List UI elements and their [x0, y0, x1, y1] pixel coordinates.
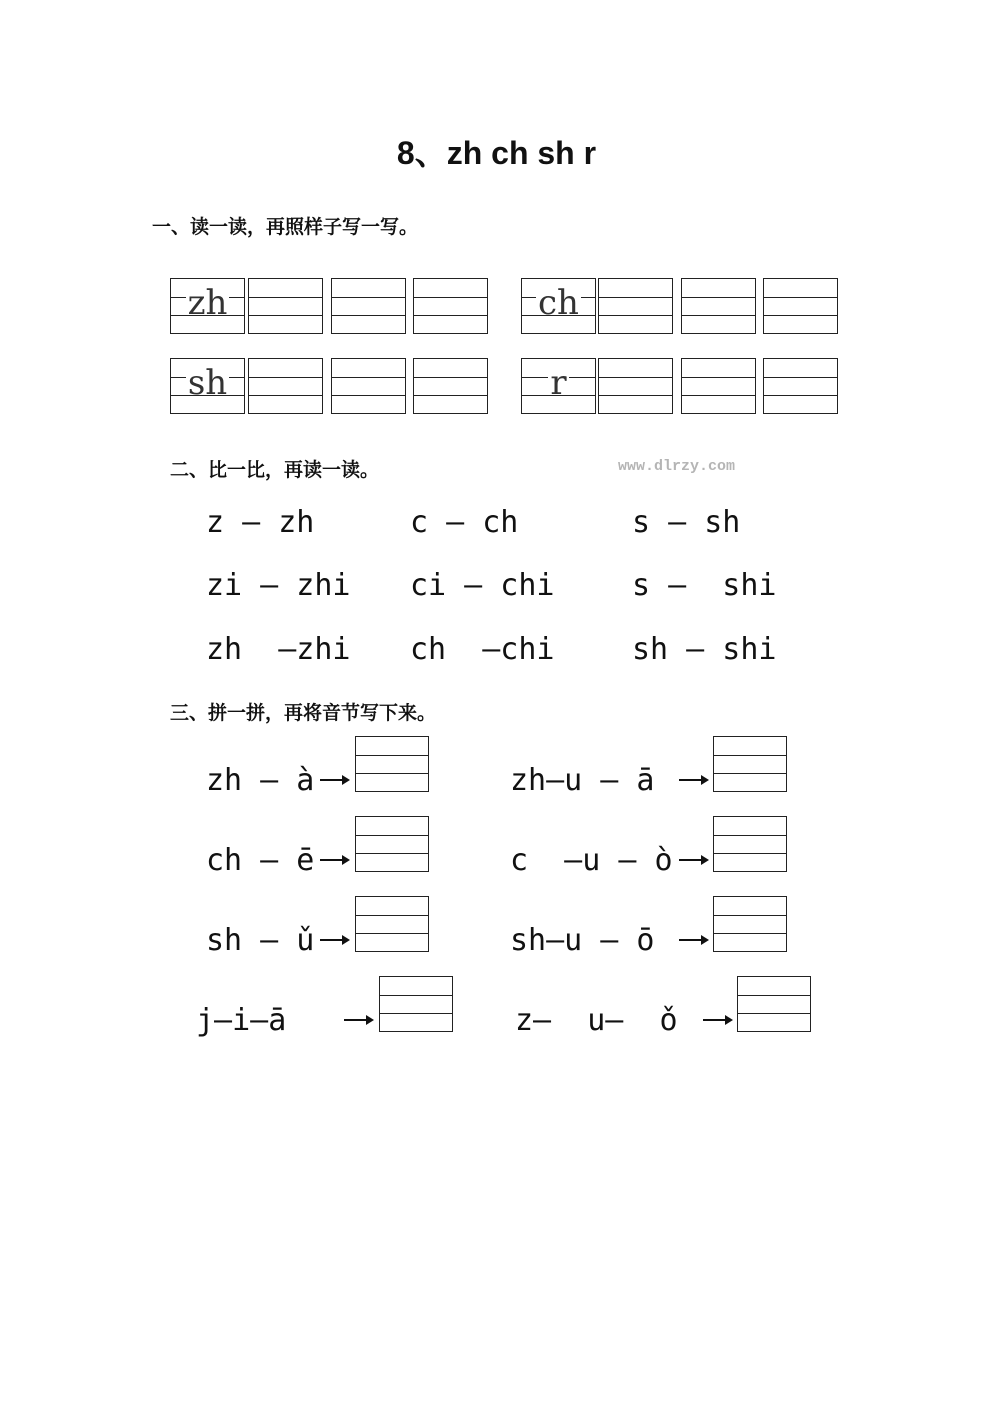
arrow-icon [320, 774, 350, 786]
arrow-icon [320, 934, 350, 946]
sample-letter: ch [538, 283, 579, 323]
sample-letter: zh [187, 283, 228, 323]
answer-cell[interactable] [713, 816, 787, 872]
answer-cell[interactable] [355, 736, 429, 792]
section-1-heading: 一、读一读，再照样子写一写。 [152, 216, 419, 238]
watermark: www.dlrzy.com [618, 458, 736, 475]
spell-expression: ch – ē [206, 843, 315, 878]
arrow-icon [320, 854, 350, 866]
write-cell[interactable] [248, 278, 323, 334]
sample-letter: sh [187, 363, 228, 403]
sample-cell-r [521, 358, 596, 414]
compare-pair: z – zh [206, 505, 315, 540]
arrow-icon [679, 934, 709, 946]
sample-cell-ch [521, 278, 596, 334]
sample-cell-sh [170, 358, 245, 414]
spell-expression: j–i–ā [196, 1003, 287, 1038]
write-cell[interactable] [331, 358, 406, 414]
write-cell[interactable] [331, 278, 406, 334]
write-cell[interactable] [413, 358, 488, 414]
answer-cell[interactable] [355, 816, 429, 872]
write-cell[interactable] [681, 358, 756, 414]
write-cell[interactable] [681, 278, 756, 334]
spell-expression: sh–u – ō [510, 923, 655, 958]
sample-cell-zh [170, 278, 245, 334]
section-3-heading: 三、拼一拼，再将音节写下来。 [170, 702, 437, 724]
answer-cell[interactable] [355, 896, 429, 952]
write-cell[interactable] [763, 278, 838, 334]
write-cell[interactable] [763, 358, 838, 414]
arrow-icon [679, 774, 709, 786]
arrow-icon [703, 1014, 733, 1026]
compare-pair: c – ch [410, 505, 519, 540]
answer-cell[interactable] [379, 976, 453, 1032]
write-cell[interactable] [598, 278, 673, 334]
section-2-heading: 二、比一比，再读一读。 [170, 459, 380, 481]
answer-cell[interactable] [713, 736, 787, 792]
compare-pair: zh –zhi [206, 632, 351, 667]
write-cell[interactable] [413, 278, 488, 334]
arrow-icon [344, 1014, 374, 1026]
spell-expression: zh–u – ā [510, 763, 655, 798]
spell-expression: sh – ǔ [206, 923, 315, 958]
spell-expression: c –u – ò [510, 843, 673, 878]
page-title: 8、zh ch sh r [396, 135, 597, 171]
spell-expression: z– u– ǒ [515, 1003, 678, 1038]
sample-letter: r [550, 363, 567, 403]
compare-pair: zi – zhi [206, 568, 351, 603]
compare-pair: ch –chi [410, 632, 555, 667]
answer-cell[interactable] [713, 896, 787, 952]
compare-pair: ci – chi [410, 568, 555, 603]
spell-expression: zh – à [206, 763, 315, 798]
write-cell[interactable] [248, 358, 323, 414]
answer-cell[interactable] [737, 976, 811, 1032]
compare-pair: s – sh [632, 505, 741, 540]
compare-pair: sh – shi [632, 632, 777, 667]
write-cell[interactable] [598, 358, 673, 414]
compare-pair: s – shi [632, 568, 777, 603]
arrow-icon [679, 854, 709, 866]
